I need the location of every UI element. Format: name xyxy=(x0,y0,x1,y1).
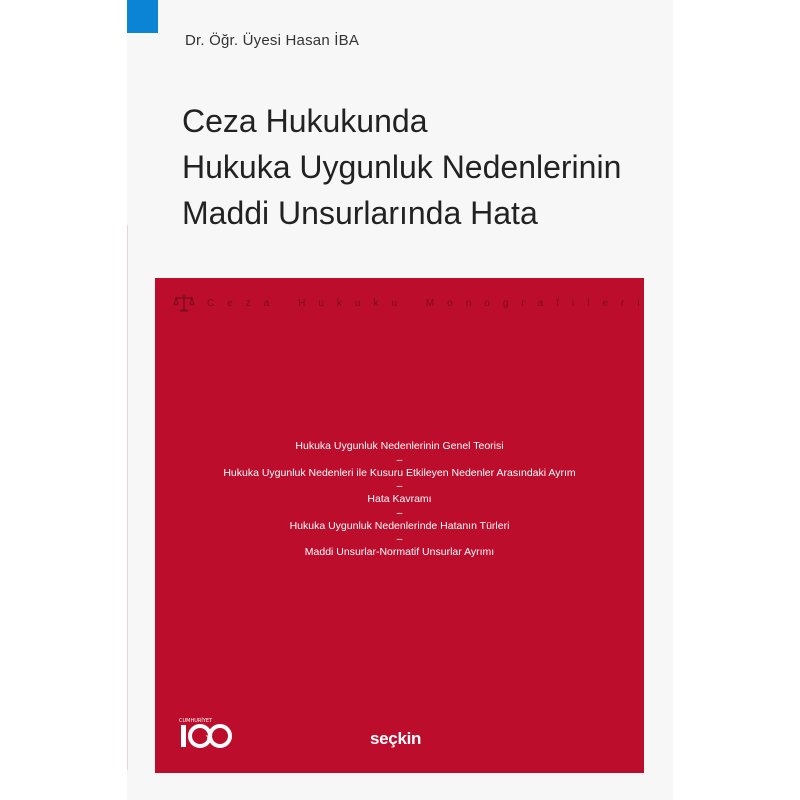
topic-item: Hukuka Uygunluk Nedenleri ile Kusuru Etkileyen Nedenler Arasındaki Ayrım xyxy=(223,466,576,479)
cover-edge-line xyxy=(127,225,128,770)
title-line: Hukuka Uygunluk Nedenlerinin xyxy=(182,149,622,185)
book-title xyxy=(182,98,652,236)
topic-separator: – xyxy=(396,481,403,492)
topic-separator: – xyxy=(396,454,403,466)
topic-separator: – xyxy=(396,534,403,545)
topics-list xyxy=(155,440,644,560)
red-panel xyxy=(155,278,653,773)
title-line: Ceza Hukukunda xyxy=(182,103,428,139)
blue-accent-block xyxy=(127,0,158,33)
author-name: Dr. Öğr. Üyesi Hasan İBA xyxy=(185,32,360,49)
topic-item: Hata Kavramı xyxy=(367,493,432,505)
topic-item: Hukuka Uygunluk Nedenlerinde Hatanın Türleri xyxy=(289,519,510,532)
svg-text:CUMHURİYET: CUMHURİYET xyxy=(179,718,213,724)
topic-item: Hukuka Uygunluk Nedenlerinin Genel Teorisi xyxy=(295,440,504,452)
scales-of-justice-icon xyxy=(173,294,195,312)
publisher-logo: seçkin xyxy=(370,729,422,748)
series-title: Ceza Hukuku Monografileri xyxy=(207,297,653,309)
series-row xyxy=(173,294,653,312)
topic-item: Maddi Unsurlar-Normatif Unsurlar Ayrımı xyxy=(304,546,495,558)
republic-100-logo-icon xyxy=(173,714,237,750)
title-line: Maddi Unsurlarında Hata xyxy=(182,195,538,231)
topic-separator: – xyxy=(396,507,403,519)
